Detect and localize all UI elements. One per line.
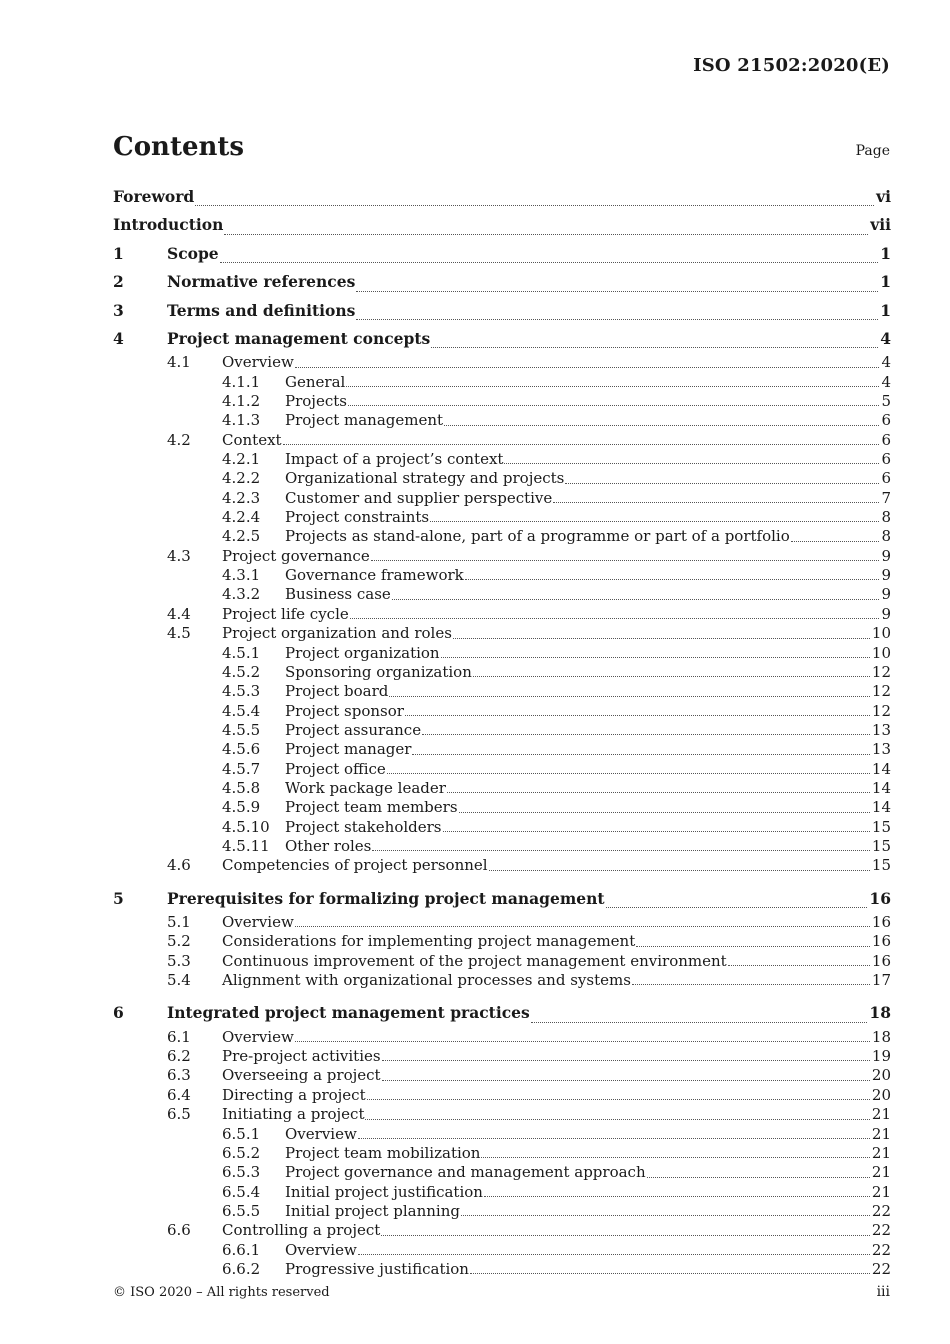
toc-entry-page: 14 — [871, 778, 891, 797]
footer-page-number: iii — [876, 1284, 890, 1300]
table-of-contents — [113, 183, 891, 1279]
toc-entry[interactable] — [113, 818, 891, 837]
toc-entry-title: Introduction — [113, 215, 224, 235]
toc-entry-title: Initial project planning — [285, 1201, 460, 1220]
toc-entry[interactable] — [113, 999, 891, 1027]
toc-entry-title: General — [285, 372, 346, 391]
dot-leader — [283, 443, 880, 445]
toc-entry-page: 9 — [881, 585, 891, 604]
toc-entry-page: 15 — [871, 836, 891, 855]
toc-entry-page: 22 — [871, 1240, 891, 1259]
toc-entry-number: 4.5.5 — [222, 720, 261, 739]
toc-entry-page: 18 — [871, 1027, 891, 1046]
toc-entry-page: 6 — [881, 469, 891, 488]
footer-copyright: © ISO 2020 – All rights reserved — [113, 1285, 330, 1300]
toc-entry-title: Normative references — [167, 272, 356, 292]
dot-leader — [348, 404, 880, 406]
toc-entry-page: 12 — [871, 682, 891, 701]
toc-entry-page: 15 — [871, 817, 891, 836]
toc-entry[interactable] — [113, 211, 891, 239]
toc-entry-page: 16 — [871, 932, 891, 951]
toc-entry-page: 15 — [871, 856, 891, 875]
toc-entry-title: Integrated project management practices — [167, 1003, 530, 1023]
toc-entry-number: 4.1.1 — [222, 372, 261, 391]
toc-entry-page: 16 — [871, 951, 891, 970]
toc-entry[interactable] — [113, 885, 891, 913]
toc-entry-page: 1 — [880, 300, 891, 320]
toc-entry-title: Other roles — [285, 836, 372, 855]
toc-entry-number: 5 — [113, 888, 124, 908]
toc-entry-number: 5.4 — [167, 971, 191, 990]
toc-entry-page: 9 — [881, 546, 891, 565]
toc-entry-number: 4.5.6 — [222, 740, 261, 759]
dot-leader — [443, 830, 870, 832]
toc-entry-number: 4.2.4 — [222, 508, 261, 527]
toc-entry-number: 6.6 — [167, 1221, 191, 1240]
toc-entry-title: Project organization — [285, 643, 440, 662]
toc-entry[interactable] — [113, 740, 891, 759]
toc-entry[interactable] — [113, 1202, 891, 1221]
toc-entry-number: 4.2.1 — [222, 450, 261, 469]
toc-entry-title: Customer and supplier perspective — [285, 488, 553, 507]
dot-leader — [371, 559, 880, 561]
toc-entry-page: 13 — [871, 740, 891, 759]
toc-entry-page: 21 — [871, 1182, 891, 1201]
toc-entry-title: Continuous improvement of the project management environment — [222, 951, 727, 970]
toc-entry-title: Initiating a project — [222, 1105, 365, 1124]
toc-entry-title: Governance framework — [285, 566, 464, 585]
page-column-label: Page — [855, 143, 890, 159]
toc-entry-title: Considerations for implementing project management — [222, 932, 636, 951]
toc-entry[interactable] — [113, 183, 891, 211]
toc-entry-number: 1 — [113, 243, 124, 263]
toc-entry-page: 16 — [871, 913, 891, 932]
toc-entry-title: Initial project justification — [285, 1182, 483, 1201]
contents-title: Contents — [113, 132, 245, 162]
toc-entry-number: 4.4 — [167, 604, 191, 623]
dot-leader — [412, 753, 869, 755]
toc-entry[interactable] — [113, 469, 891, 488]
toc-entry-number: 3 — [113, 300, 124, 320]
toc-entry[interactable] — [113, 450, 891, 469]
toc-entry[interactable] — [113, 1241, 891, 1260]
toc-entry-page: 10 — [871, 643, 891, 662]
toc-entry-page: 8 — [881, 527, 891, 546]
toc-entry-number: 4.2 — [167, 430, 191, 449]
toc-entry-title: Overview — [285, 1240, 357, 1259]
dot-leader — [504, 462, 879, 464]
dot-leader — [358, 1137, 870, 1139]
toc-entry[interactable] — [113, 508, 891, 527]
toc-entry-title: Overview — [222, 1027, 294, 1046]
dot-leader — [382, 1079, 870, 1081]
dot-leader — [382, 1059, 870, 1061]
dot-leader — [636, 945, 870, 947]
toc-entry[interactable] — [113, 952, 891, 971]
toc-entry[interactable] — [113, 431, 891, 450]
toc-entry-title: Project sponsor — [285, 701, 404, 720]
dot-leader — [405, 714, 870, 716]
toc-entry-number: 4.5.9 — [222, 798, 261, 817]
dot-leader — [470, 1272, 870, 1274]
toc-entry-title: Business case — [285, 585, 391, 604]
toc-entry-number: 4.5.8 — [222, 778, 261, 797]
toc-entry-page: 6 — [881, 411, 891, 430]
toc-entry[interactable] — [113, 547, 891, 566]
toc-entry-page: 5 — [881, 392, 891, 411]
toc-entry-title: Project manager — [285, 740, 412, 759]
toc-entry-number: 6.6.2 — [222, 1259, 261, 1278]
toc-entry-page: 4 — [880, 328, 891, 348]
toc-entry[interactable] — [113, 644, 891, 663]
toc-entry-number: 6.1 — [167, 1027, 191, 1046]
toc-entry-number: 5.1 — [167, 913, 191, 932]
toc-entry-page: vii — [870, 215, 891, 235]
toc-entry-number: 4.5.10 — [222, 817, 270, 836]
toc-entry-number: 4.5.7 — [222, 759, 261, 778]
standard-id-header: ISO 21502:2020(E) — [693, 55, 890, 76]
toc-entry-number: 6.5.1 — [222, 1124, 261, 1143]
toc-entry-page: 9 — [881, 566, 891, 585]
dot-leader — [430, 520, 879, 522]
toc-entry[interactable] — [113, 325, 891, 353]
dot-leader — [358, 1253, 870, 1255]
toc-entry[interactable] — [113, 760, 891, 779]
toc-entry-number: 5.3 — [167, 951, 191, 970]
toc-entry[interactable] — [113, 663, 891, 682]
toc-entry-title: Work package leader — [285, 778, 446, 797]
dot-leader — [647, 1176, 870, 1178]
toc-entry-number: 5.2 — [167, 932, 191, 951]
toc-entry[interactable] — [113, 1221, 891, 1240]
toc-entry-number: 4.5.1 — [222, 643, 261, 662]
toc-entry-number: 6.5.4 — [222, 1182, 261, 1201]
dot-leader — [365, 1118, 869, 1120]
toc-entry-page: 8 — [881, 508, 891, 527]
dot-leader — [295, 1040, 870, 1042]
dot-leader — [389, 695, 870, 697]
toc-entry[interactable] — [113, 527, 891, 546]
toc-entry-title: Project office — [285, 759, 386, 778]
toc-entry-title: Overseeing a project — [222, 1066, 381, 1085]
dot-leader — [295, 925, 870, 927]
toc-entry-page: 22 — [871, 1259, 891, 1278]
toc-entry-page: 4 — [881, 353, 891, 372]
toc-entry[interactable] — [113, 624, 891, 643]
toc-entry[interactable] — [113, 1260, 891, 1279]
toc-entry[interactable] — [113, 353, 891, 372]
toc-entry-number: 4.6 — [167, 856, 191, 875]
toc-entry-title: Project team members — [285, 798, 458, 817]
toc-entry-number: 4.3.1 — [222, 566, 261, 585]
toc-entry-title: Controlling a project — [222, 1221, 381, 1240]
toc-entry-title: Progressive justification — [285, 1259, 469, 1278]
toc-entry-title: Alignment with organizational processes and systems — [222, 971, 631, 990]
toc-entry[interactable] — [113, 682, 891, 701]
dot-leader — [447, 791, 870, 793]
toc-entry-title: Pre-project activities — [222, 1047, 381, 1066]
toc-entry[interactable] — [113, 932, 891, 951]
toc-entry-page: 16 — [869, 888, 891, 908]
toc-entry[interactable] — [113, 268, 891, 296]
dot-leader — [565, 482, 879, 484]
toc-entry-title: Prerequisites for formalizing project management — [167, 888, 605, 908]
dot-leader — [441, 656, 870, 658]
toc-entry-number: 4.3.2 — [222, 585, 261, 604]
toc-entry[interactable] — [113, 702, 891, 721]
toc-entry-page: 17 — [871, 971, 891, 990]
toc-entry[interactable] — [113, 489, 891, 508]
toc-entry-page: 7 — [881, 488, 891, 507]
toc-entry-title: Scope — [167, 243, 219, 263]
dot-leader — [381, 1234, 870, 1236]
toc-entry-number: 6.5.3 — [222, 1163, 261, 1182]
toc-entry[interactable] — [113, 779, 891, 798]
toc-entry[interactable] — [113, 971, 891, 990]
dot-leader — [453, 637, 870, 639]
toc-entry-number: 6.5.2 — [222, 1143, 261, 1162]
dot-leader — [387, 772, 870, 774]
toc-entry-title: Projects as stand-alone, part of a programme or part of a portfolio — [285, 527, 790, 546]
dot-leader — [224, 233, 868, 235]
toc-entry[interactable] — [113, 913, 891, 932]
toc-entry-page: 14 — [871, 798, 891, 817]
toc-entry-number: 4.5.4 — [222, 701, 261, 720]
toc-entry-page: 6 — [881, 430, 891, 449]
toc-entry-page: 12 — [871, 662, 891, 681]
toc-entry-number: 4.1.2 — [222, 392, 261, 411]
toc-entry-title: Project stakeholders — [285, 817, 442, 836]
toc-entry-number: 4.1 — [167, 353, 191, 372]
toc-entry-page: 13 — [871, 720, 891, 739]
toc-entry[interactable] — [113, 856, 891, 875]
toc-entry-page: 21 — [871, 1163, 891, 1182]
toc-entry-page: 19 — [871, 1047, 891, 1066]
toc-entry-title: Project governance — [222, 546, 370, 565]
toc-entry[interactable] — [113, 1163, 891, 1182]
toc-entry-page: 4 — [881, 372, 891, 391]
toc-entry-title: Terms and definitions — [167, 300, 356, 320]
toc-entry-number: 6.5.5 — [222, 1201, 261, 1220]
dot-leader — [195, 204, 874, 206]
toc-entry[interactable] — [113, 1183, 891, 1202]
dot-leader — [372, 849, 870, 851]
toc-entry-number: 4.5.3 — [222, 682, 261, 701]
toc-entry-title: Overview — [285, 1124, 357, 1143]
dot-leader — [220, 261, 879, 263]
dot-leader — [531, 1021, 868, 1023]
toc-entry-number: 4.5.11 — [222, 836, 270, 855]
toc-entry-title: Foreword — [113, 186, 195, 206]
toc-entry[interactable] — [113, 392, 891, 411]
toc-entry-page: 21 — [871, 1143, 891, 1162]
dot-leader — [422, 733, 870, 735]
toc-entry[interactable] — [113, 721, 891, 740]
toc-entry[interactable] — [113, 798, 891, 817]
toc-entry[interactable] — [113, 605, 891, 624]
toc-entry-title: Project management — [285, 411, 444, 430]
toc-entry-title: Project management concepts — [167, 328, 431, 348]
toc-entry-number: 4.3 — [167, 546, 191, 565]
toc-entry[interactable] — [113, 373, 891, 392]
toc-entry-title: Competencies of project personnel — [222, 856, 488, 875]
toc-entry-title: Project organization and roles — [222, 624, 452, 643]
toc-entry-number: 4 — [113, 328, 124, 348]
toc-entry-number: 4.1.3 — [222, 411, 261, 430]
toc-entry-page: 21 — [871, 1105, 891, 1124]
toc-entry-title: Project board — [285, 682, 389, 701]
toc-entry-number: 6.4 — [167, 1085, 191, 1104]
toc-entry-title: Overview — [222, 353, 294, 372]
toc-entry-page: 20 — [871, 1085, 891, 1104]
toc-entry-title: Project team mobilization — [285, 1143, 481, 1162]
dot-leader — [350, 617, 880, 619]
toc-entry-number: 4.2.3 — [222, 488, 261, 507]
toc-entry[interactable] — [113, 1105, 891, 1124]
dot-leader — [295, 366, 880, 368]
dot-leader — [606, 906, 868, 908]
dot-leader — [444, 424, 879, 426]
toc-entry[interactable] — [113, 837, 891, 856]
toc-entry-title: Sponsoring organization — [285, 662, 472, 681]
dot-leader — [791, 540, 880, 542]
toc-entry-page: 12 — [871, 701, 891, 720]
dot-leader — [346, 385, 879, 387]
toc-entry-page: 10 — [871, 624, 891, 643]
toc-entry-number: 6 — [113, 1003, 124, 1023]
dot-leader — [356, 290, 878, 292]
dot-leader — [431, 346, 878, 348]
dot-leader — [367, 1098, 870, 1100]
toc-entry-page: 22 — [871, 1201, 891, 1220]
dot-leader — [459, 811, 870, 813]
toc-entry-title: Impact of a project’s context — [285, 450, 504, 469]
toc-entry-page: 21 — [871, 1124, 891, 1143]
toc-entry[interactable] — [113, 1125, 891, 1144]
toc-entry-page: 18 — [869, 1003, 891, 1023]
toc-entry-page: 22 — [871, 1221, 891, 1240]
toc-entry-title: Projects — [285, 392, 347, 411]
toc-entry-page: 14 — [871, 759, 891, 778]
toc-entry[interactable] — [113, 1047, 891, 1066]
toc-entry-title: Project assurance — [285, 720, 422, 739]
toc-entry-number: 4.5 — [167, 624, 191, 643]
toc-entry-number: 4.5.2 — [222, 662, 261, 681]
toc-entry-page: 20 — [871, 1066, 891, 1085]
toc-entry-title: Organizational strategy and projects — [285, 469, 565, 488]
toc-entry-page: 6 — [881, 450, 891, 469]
dot-leader — [461, 1214, 870, 1216]
toc-entry-number: 6.3 — [167, 1066, 191, 1085]
toc-entry-number: 6.5 — [167, 1105, 191, 1124]
toc-entry[interactable] — [113, 1144, 891, 1163]
dot-leader — [465, 578, 880, 580]
toc-entry[interactable] — [113, 411, 891, 430]
toc-entry[interactable] — [113, 1066, 891, 1085]
toc-entry-page: vi — [876, 186, 891, 206]
toc-entry-number: 4.2.5 — [222, 527, 261, 546]
dot-leader — [484, 1195, 870, 1197]
toc-entry[interactable] — [113, 566, 891, 585]
toc-entry-title: Project constraints — [285, 508, 430, 527]
toc-entry[interactable] — [113, 297, 891, 325]
dot-leader — [632, 983, 870, 985]
toc-entry-page: 1 — [880, 272, 891, 292]
dot-leader — [481, 1156, 869, 1158]
dot-leader — [728, 964, 870, 966]
toc-entry-title: Context — [222, 430, 282, 449]
toc-entry[interactable] — [113, 1086, 891, 1105]
dot-leader — [392, 598, 880, 600]
dot-leader — [553, 501, 879, 503]
toc-entry-title: Overview — [222, 913, 294, 932]
toc-entry[interactable] — [113, 1028, 891, 1047]
dot-leader — [489, 869, 870, 871]
toc-entry-title: Project life cycle — [222, 604, 349, 623]
toc-entry-number: 2 — [113, 272, 124, 292]
dot-leader — [356, 318, 878, 320]
toc-entry-number: 6.6.1 — [222, 1240, 261, 1259]
toc-entry-page: 9 — [881, 604, 891, 623]
dot-leader — [473, 675, 870, 677]
toc-entry-title: Project governance and management approach — [285, 1163, 646, 1182]
toc-entry-title: Directing a project — [222, 1085, 366, 1104]
toc-entry-page: 1 — [880, 243, 891, 263]
toc-entry-number: 6.2 — [167, 1047, 191, 1066]
toc-entry[interactable] — [113, 240, 891, 268]
toc-entry[interactable] — [113, 585, 891, 604]
toc-entry-number: 4.2.2 — [222, 469, 261, 488]
